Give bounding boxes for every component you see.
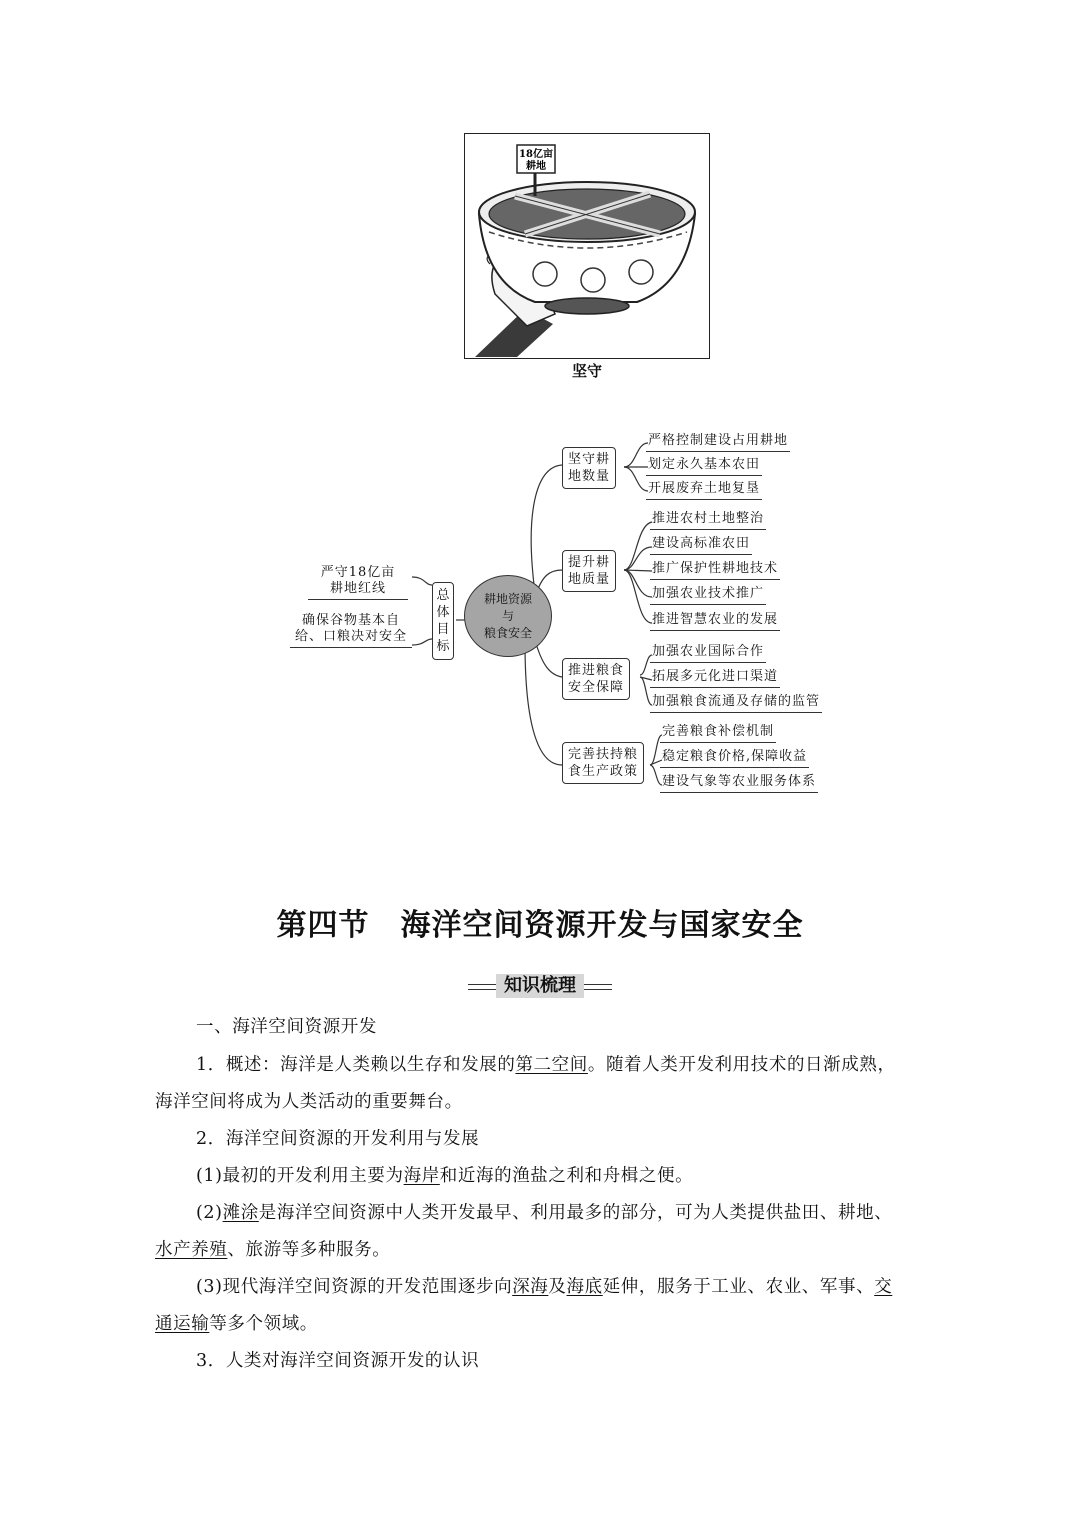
text-run: 等多个领域。 <box>209 1314 318 1334</box>
target-1-line-2: 耕地红线 <box>329 581 386 596</box>
branch-3-line-1: 推进粮食 <box>568 663 625 678</box>
branch-food-security-guarantee <box>562 658 630 700</box>
paragraph-overview-cont: 海洋空间将成为人类活动的重要舞台。 <box>155 1092 463 1112</box>
sign-line-1: 18亿亩 <box>519 149 553 160</box>
text-run: 及 <box>548 1277 567 1297</box>
underlined-term: 通运输 <box>155 1314 210 1334</box>
center-line-1: 耕地资源 <box>483 591 532 606</box>
branch-2-item: 推进智慧农业的发展 <box>650 612 780 631</box>
text-run: 。随着人类开发利用技术的日渐成熟， <box>587 1055 896 1075</box>
branch-3-item: 加强农业国际合作 <box>650 644 766 663</box>
overall-goal-box <box>432 582 454 660</box>
paragraph-overview <box>196 1054 976 1076</box>
branch-4-item: 完善粮食补偿机制 <box>660 724 776 743</box>
underlined-term: 深海 <box>512 1277 549 1297</box>
branch-1-item: 严格控制建设占用耕地 <box>646 433 790 452</box>
branch-4-item: 建设气象等农业服务体系 <box>660 774 818 793</box>
text-run: (1)最初的开发利用主要为 <box>196 1166 404 1186</box>
item-1 <box>196 1165 976 1187</box>
item-3-cont <box>155 1313 935 1335</box>
heading-2: 2．海洋空间资源的开发利用与发展 <box>196 1129 480 1149</box>
branch-4-line-2: 食生产政策 <box>568 764 639 779</box>
heading-1: 一、海洋空间资源开发 <box>196 1017 377 1037</box>
underlined-term: 第二空间 <box>515 1055 588 1075</box>
branch-2-line-2: 地质量 <box>568 572 611 587</box>
target-2-line-1: 确保谷物基本自 <box>301 613 400 628</box>
knowledge-badge <box>468 972 612 1002</box>
goal-char-2: 体 <box>436 605 450 620</box>
branch-land-quality <box>562 550 616 592</box>
sign-line-2: 耕地 <box>526 161 546 172</box>
branch-grain-policy <box>562 742 644 784</box>
text-run: 延伸，服务于工业、农业、军事、 <box>602 1277 875 1297</box>
goal-char-4: 标 <box>436 639 450 654</box>
mind-map <box>280 425 840 805</box>
item-2 <box>196 1202 976 1224</box>
target-food-security <box>290 613 412 648</box>
item-2-cont <box>155 1239 935 1261</box>
branch-2-item: 建设高标准农田 <box>650 536 752 555</box>
target-red-line <box>308 565 408 600</box>
cartoon-caption: 坚守 <box>571 362 602 380</box>
text-run: (2) <box>196 1203 223 1223</box>
branch-3-item: 加强粮食流通及存储的监管 <box>650 694 822 713</box>
underlined-term: 水产养殖 <box>155 1240 228 1260</box>
center-line-2: 与 <box>501 608 514 623</box>
branch-2-item: 推广保护性耕地技术 <box>650 561 780 580</box>
heading-3: 3．人类对海洋空间资源开发的认识 <box>196 1351 480 1371</box>
underlined-term: 海岸 <box>403 1166 440 1186</box>
badge-right-bar <box>584 984 612 990</box>
text-run: 1．概述：海洋是人类赖以生存和发展的 <box>196 1055 516 1075</box>
branch-1-line-2: 地数量 <box>568 469 611 484</box>
underlined-term: 滩涂 <box>222 1203 259 1223</box>
item-3 <box>196 1276 976 1298</box>
branch-1-item: 划定永久基本农田 <box>646 457 762 476</box>
badge-left-bar <box>468 984 496 990</box>
text-run: 、旅游等多种服务。 <box>227 1240 391 1260</box>
branch-4-line-1: 完善扶持粮 <box>568 747 639 762</box>
goal-char-1: 总 <box>436 588 450 603</box>
underlined-term: 海底 <box>566 1277 603 1297</box>
badge-label: 知识梳理 <box>496 974 584 998</box>
rice-bowl-drawing <box>465 134 708 357</box>
bowl-base <box>545 298 629 314</box>
branch-3-line-2: 安全保障 <box>568 680 625 695</box>
branch-4-item: 稳定粮食价格,保障收益 <box>660 749 809 768</box>
branch-1-line-1: 坚守耕 <box>568 452 611 467</box>
branch-2-item: 推进农村土地整治 <box>650 511 766 530</box>
goal-char-3: 目 <box>436 622 450 637</box>
branch-3-item: 拓展多元化进口渠道 <box>650 669 780 688</box>
target-1-line-1: 严守18亿亩 <box>320 565 396 580</box>
text-run: 是海洋空间资源中人类开发最早、利用最多的部分，可为人类提供盐田、耕地、 <box>258 1203 893 1223</box>
text-run: 和近海的渔盐之利和舟楫之便。 <box>439 1166 694 1186</box>
text-run: (3)现代海洋空间资源的开发范围逐步向 <box>196 1277 513 1297</box>
branch-2-line-1: 提升耕 <box>568 555 611 570</box>
branch-2-item: 加强农业技术推广 <box>650 586 766 605</box>
target-2-line-2: 给、口粮决对安全 <box>294 629 407 644</box>
section-title: 第四节 海洋空间资源开发与国家安全 <box>276 908 804 943</box>
mind-map-center <box>464 575 552 657</box>
branch-1-item: 开展废弃土地复垦 <box>646 481 762 500</box>
branch-land-quantity <box>562 447 616 489</box>
cartoon-illustration <box>464 133 710 359</box>
center-line-3: 粮食安全 <box>483 625 532 640</box>
underlined-term: 交 <box>874 1277 893 1297</box>
